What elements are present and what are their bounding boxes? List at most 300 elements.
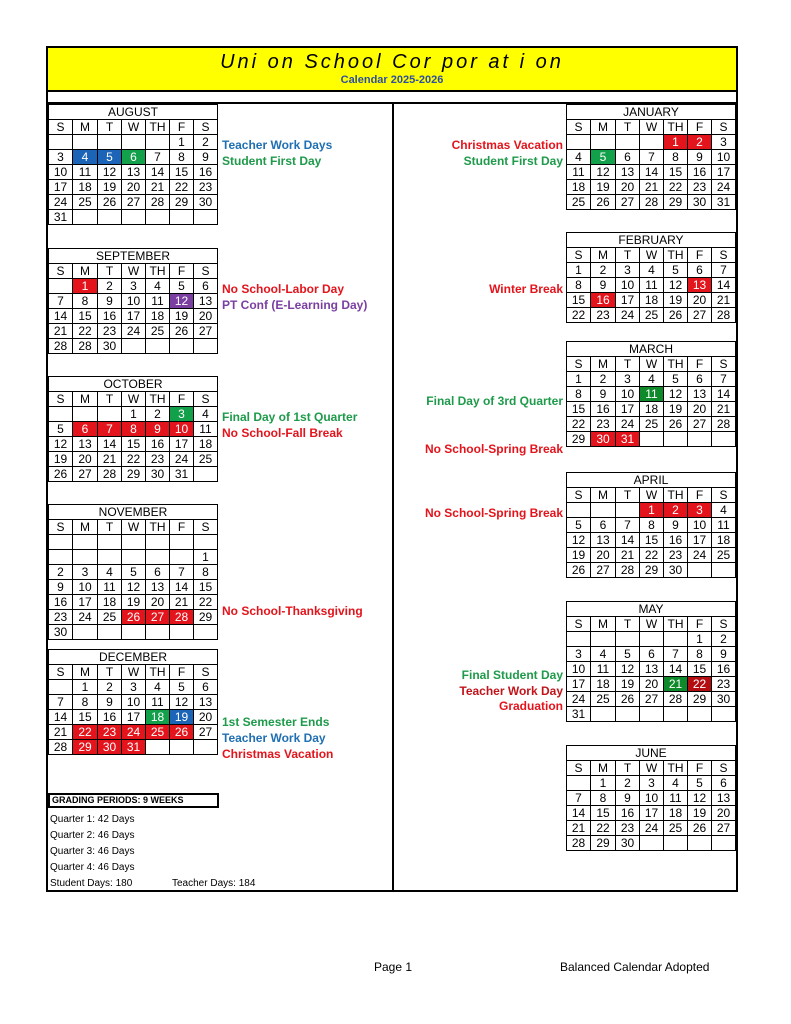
page-number: Page 1 xyxy=(374,960,413,974)
day-cell: 14 xyxy=(567,806,591,821)
weekday-header: M xyxy=(591,617,616,632)
day-cell: 28 xyxy=(712,417,736,432)
day-cell: 5 xyxy=(616,647,640,662)
empty-cell xyxy=(146,550,170,565)
day-cell: 23 xyxy=(664,548,688,563)
day-cell: 4 xyxy=(640,372,664,387)
day-cell: 23 xyxy=(591,417,616,432)
day-cell: 6 xyxy=(640,647,664,662)
week-row xyxy=(49,437,218,452)
event-note: Final Student Day xyxy=(461,668,563,682)
day-cell: 24 xyxy=(122,324,146,339)
day-cell: 13 xyxy=(146,580,170,595)
day-cell: 19 xyxy=(170,710,194,725)
week-row xyxy=(567,417,736,432)
empty-cell xyxy=(170,339,194,354)
teacher-days: Teacher Days: 184 xyxy=(172,878,256,889)
day-cell: 26 xyxy=(567,563,591,578)
weekday-header: M xyxy=(591,120,616,135)
day-cell: 8 xyxy=(567,278,591,293)
empty-cell xyxy=(98,210,122,225)
day-cell: 12 xyxy=(591,165,616,180)
empty-cell xyxy=(591,632,616,647)
day-cell: 5 xyxy=(122,565,146,580)
week-row xyxy=(49,150,218,165)
day-cell: 1 xyxy=(73,680,98,695)
day-cell: 22 xyxy=(194,595,218,610)
week-row xyxy=(49,210,218,225)
event-note: Christmas Vacation xyxy=(222,747,334,761)
empty-cell xyxy=(122,625,146,640)
weekday-header: M xyxy=(73,665,98,680)
weekday-header: TH xyxy=(664,357,688,372)
day-cell: 19 xyxy=(98,180,122,195)
empty-cell xyxy=(194,210,218,225)
day-cell: 8 xyxy=(194,565,218,580)
day-cell: 15 xyxy=(73,710,98,725)
day-cell: 26 xyxy=(170,725,194,740)
day-cell: 10 xyxy=(688,518,712,533)
day-cell: 30 xyxy=(712,692,736,707)
weekday-header: S xyxy=(194,392,218,407)
empty-cell xyxy=(49,550,73,565)
day-cell: 4 xyxy=(146,279,170,294)
day-cell: 30 xyxy=(49,625,73,640)
day-cell: 23 xyxy=(688,180,712,195)
empty-cell xyxy=(640,632,664,647)
day-cell: 20 xyxy=(146,595,170,610)
day-cell: 28 xyxy=(98,467,122,482)
day-cell: 27 xyxy=(194,725,218,740)
empty-cell xyxy=(122,550,146,565)
day-cell: 31 xyxy=(49,210,73,225)
column-divider xyxy=(392,104,394,890)
event-note: No School-Labor Day xyxy=(222,282,345,296)
event-note: Student First Day xyxy=(222,154,322,168)
empty-cell xyxy=(122,339,146,354)
day-cell: 13 xyxy=(122,165,146,180)
day-cell: 10 xyxy=(122,695,146,710)
day-cell: 2 xyxy=(591,372,616,387)
empty-cell xyxy=(146,535,170,550)
weekday-header: M xyxy=(73,120,98,135)
day-cell: 30 xyxy=(591,432,616,447)
weekday-header: TH xyxy=(146,392,170,407)
day-cell: 6 xyxy=(194,680,218,695)
day-cell: 22 xyxy=(664,180,688,195)
empty-cell xyxy=(640,432,664,447)
day-cell: 9 xyxy=(616,791,640,806)
weekday-header: S xyxy=(567,761,591,776)
day-cell: 29 xyxy=(170,195,194,210)
day-cell: 20 xyxy=(122,180,146,195)
day-cell: 5 xyxy=(591,150,616,165)
week-row xyxy=(567,263,736,278)
week-row xyxy=(567,776,736,791)
day-cell: 19 xyxy=(688,806,712,821)
empty-cell xyxy=(170,210,194,225)
day-cell: 13 xyxy=(712,791,736,806)
day-cell: 2 xyxy=(688,135,712,150)
weekday-header: M xyxy=(73,392,98,407)
day-cell: 19 xyxy=(591,180,616,195)
weekday-header: F xyxy=(170,264,194,279)
weekday-header: F xyxy=(688,488,712,503)
week-row xyxy=(567,180,736,195)
day-cell: 28 xyxy=(616,563,640,578)
day-cell: 17 xyxy=(688,533,712,548)
weekday-header: S xyxy=(712,761,736,776)
week-row xyxy=(567,836,736,851)
day-cell: 11 xyxy=(146,294,170,309)
quarter-4: Quarter 4: 46 Days xyxy=(50,862,135,873)
day-cell: 2 xyxy=(98,680,122,695)
day-cell: 8 xyxy=(122,422,146,437)
day-cell: 26 xyxy=(591,195,616,210)
empty-cell xyxy=(712,836,736,851)
empty-cell xyxy=(98,625,122,640)
day-cell: 3 xyxy=(567,647,591,662)
week-row xyxy=(567,707,736,722)
empty-cell xyxy=(98,135,122,150)
day-cell: 9 xyxy=(49,580,73,595)
day-cell: 21 xyxy=(146,180,170,195)
event-note: Christmas Vacation xyxy=(451,138,563,152)
week-row xyxy=(49,625,218,640)
day-cell: 1 xyxy=(170,135,194,150)
month-june xyxy=(566,745,736,851)
day-cell: 12 xyxy=(122,580,146,595)
day-cell: 25 xyxy=(567,195,591,210)
empty-cell xyxy=(616,632,640,647)
day-cell: 14 xyxy=(664,662,688,677)
day-cell: 20 xyxy=(194,309,218,324)
day-cell: 8 xyxy=(73,294,98,309)
day-cell: 18 xyxy=(712,533,736,548)
day-cell: 25 xyxy=(73,195,98,210)
day-cell: 1 xyxy=(688,632,712,647)
week-row xyxy=(567,791,736,806)
day-cell: 31 xyxy=(122,740,146,755)
week-row xyxy=(567,647,736,662)
day-cell: 3 xyxy=(616,263,640,278)
weekday-header: S xyxy=(194,520,218,535)
day-cell: 6 xyxy=(688,263,712,278)
month-march xyxy=(566,341,736,447)
weekday-header: T xyxy=(616,488,640,503)
day-cell: 10 xyxy=(616,278,640,293)
week-row xyxy=(567,195,736,210)
weekday-header: W xyxy=(640,357,664,372)
day-cell: 23 xyxy=(616,821,640,836)
empty-cell xyxy=(640,707,664,722)
day-cell: 14 xyxy=(49,710,73,725)
day-cell: 27 xyxy=(688,417,712,432)
day-cell: 5 xyxy=(688,776,712,791)
day-cell: 16 xyxy=(712,662,736,677)
week-row xyxy=(567,165,736,180)
day-cell: 16 xyxy=(98,309,122,324)
day-cell: 8 xyxy=(170,150,194,165)
day-cell: 28 xyxy=(567,836,591,851)
weekday-header: S xyxy=(712,488,736,503)
weekday-header: W xyxy=(640,120,664,135)
day-cell: 13 xyxy=(194,695,218,710)
weekday-header: T xyxy=(98,392,122,407)
weekday-header: S xyxy=(712,357,736,372)
empty-cell xyxy=(664,836,688,851)
day-cell: 17 xyxy=(640,806,664,821)
weekday-header: TH xyxy=(664,488,688,503)
day-cell: 25 xyxy=(640,417,664,432)
day-cell: 27 xyxy=(194,324,218,339)
week-row xyxy=(567,677,736,692)
week-row xyxy=(567,821,736,836)
empty-cell xyxy=(49,535,73,550)
month-title: APRIL xyxy=(567,473,736,488)
day-cell: 20 xyxy=(73,452,98,467)
empty-cell xyxy=(146,339,170,354)
day-cell: 30 xyxy=(616,836,640,851)
day-cell: 3 xyxy=(170,407,194,422)
day-cell: 6 xyxy=(73,422,98,437)
empty-cell xyxy=(146,210,170,225)
empty-cell xyxy=(567,632,591,647)
week-row xyxy=(49,452,218,467)
day-cell: 7 xyxy=(616,518,640,533)
empty-cell xyxy=(170,740,194,755)
day-cell: 13 xyxy=(640,662,664,677)
day-cell: 9 xyxy=(194,150,218,165)
day-cell: 19 xyxy=(49,452,73,467)
week-row xyxy=(567,402,736,417)
week-row xyxy=(49,135,218,150)
day-cell: 8 xyxy=(73,695,98,710)
day-cell: 12 xyxy=(664,387,688,402)
day-cell: 7 xyxy=(640,150,664,165)
weekday-header: S xyxy=(49,520,73,535)
day-cell: 23 xyxy=(49,610,73,625)
day-cell: 3 xyxy=(122,680,146,695)
week-row xyxy=(49,294,218,309)
day-cell: 24 xyxy=(640,821,664,836)
day-cell: 12 xyxy=(616,662,640,677)
day-cell: 25 xyxy=(146,324,170,339)
day-cell: 9 xyxy=(664,518,688,533)
day-cell: 8 xyxy=(591,791,616,806)
empty-cell xyxy=(688,836,712,851)
day-cell: 4 xyxy=(591,647,616,662)
weekday-header: TH xyxy=(664,248,688,263)
day-cell: 14 xyxy=(616,533,640,548)
empty-cell xyxy=(688,432,712,447)
empty-cell xyxy=(73,210,98,225)
grading-periods-title: GRADING PERIODS: 9 WEEKS xyxy=(48,793,219,808)
month-september xyxy=(48,248,218,354)
week-row xyxy=(567,432,736,447)
day-cell: 16 xyxy=(98,710,122,725)
day-cell: 26 xyxy=(616,692,640,707)
week-row xyxy=(49,339,218,354)
day-cell: 10 xyxy=(567,662,591,677)
day-cell: 7 xyxy=(664,647,688,662)
week-row xyxy=(49,279,218,294)
day-cell: 20 xyxy=(712,806,736,821)
day-cell: 25 xyxy=(146,725,170,740)
day-cell: 24 xyxy=(170,452,194,467)
day-cell: 7 xyxy=(712,263,736,278)
day-cell: 19 xyxy=(567,548,591,563)
day-cell: 18 xyxy=(98,595,122,610)
weekday-header: F xyxy=(688,120,712,135)
day-cell: 23 xyxy=(98,324,122,339)
week-row xyxy=(49,610,218,625)
weekday-header: S xyxy=(49,665,73,680)
weekday-header: M xyxy=(73,264,98,279)
day-cell: 25 xyxy=(591,692,616,707)
day-cell: 4 xyxy=(712,503,736,518)
day-cell: 11 xyxy=(567,165,591,180)
empty-cell xyxy=(688,563,712,578)
day-cell: 24 xyxy=(567,692,591,707)
weekday-header: T xyxy=(616,761,640,776)
day-cell: 22 xyxy=(567,417,591,432)
day-cell: 26 xyxy=(664,308,688,323)
event-note: Graduation xyxy=(498,699,563,713)
day-cell: 2 xyxy=(194,135,218,150)
day-cell: 25 xyxy=(98,610,122,625)
title-banner xyxy=(48,48,736,92)
day-cell: 29 xyxy=(640,563,664,578)
day-cell: 18 xyxy=(591,677,616,692)
day-cell: 4 xyxy=(194,407,218,422)
weekday-header: S xyxy=(194,665,218,680)
day-cell: 7 xyxy=(170,565,194,580)
weekday-header: F xyxy=(170,392,194,407)
day-cell: 20 xyxy=(616,180,640,195)
day-cell: 26 xyxy=(98,195,122,210)
day-cell: 6 xyxy=(146,565,170,580)
day-cell: 7 xyxy=(567,791,591,806)
empty-cell xyxy=(194,467,218,482)
week-row xyxy=(49,535,218,550)
day-cell: 3 xyxy=(73,565,98,580)
day-cell: 21 xyxy=(616,548,640,563)
event-note: Teacher Work Days xyxy=(222,138,333,152)
empty-cell xyxy=(664,432,688,447)
day-cell: 21 xyxy=(712,402,736,417)
day-cell: 1 xyxy=(122,407,146,422)
day-cell: 6 xyxy=(688,372,712,387)
day-cell: 3 xyxy=(712,135,736,150)
day-cell: 27 xyxy=(640,692,664,707)
empty-cell xyxy=(170,535,194,550)
empty-cell xyxy=(98,407,122,422)
day-cell: 12 xyxy=(49,437,73,452)
weekday-header: S xyxy=(567,357,591,372)
day-cell: 24 xyxy=(122,725,146,740)
day-cell: 8 xyxy=(688,647,712,662)
empty-cell xyxy=(98,550,122,565)
day-cell: 10 xyxy=(122,294,146,309)
empty-cell xyxy=(122,135,146,150)
day-cell: 27 xyxy=(591,563,616,578)
day-cell: 17 xyxy=(567,677,591,692)
weekday-header: F xyxy=(170,120,194,135)
day-cell: 26 xyxy=(122,610,146,625)
day-cell: 17 xyxy=(122,309,146,324)
empty-cell xyxy=(664,632,688,647)
weekday-header: S xyxy=(49,392,73,407)
day-cell: 29 xyxy=(688,692,712,707)
weekday-header: S xyxy=(712,617,736,632)
day-cell: 23 xyxy=(146,452,170,467)
day-cell: 10 xyxy=(170,422,194,437)
day-cell: 6 xyxy=(712,776,736,791)
day-cell: 12 xyxy=(170,294,194,309)
month-november xyxy=(48,504,218,640)
week-row xyxy=(49,710,218,725)
day-cell: 9 xyxy=(591,387,616,402)
weekday-header: W xyxy=(122,392,146,407)
day-cell: 18 xyxy=(640,293,664,308)
day-cell: 11 xyxy=(98,580,122,595)
day-cell: 16 xyxy=(591,402,616,417)
day-cell: 9 xyxy=(712,647,736,662)
month-january xyxy=(566,104,736,210)
weekday-header: F xyxy=(688,248,712,263)
day-cell: 9 xyxy=(98,294,122,309)
week-row xyxy=(49,407,218,422)
weekday-header: TH xyxy=(146,120,170,135)
week-row xyxy=(49,725,218,740)
day-cell: 2 xyxy=(664,503,688,518)
event-note: PT Conf (E-Learning Day) xyxy=(222,298,368,312)
empty-cell xyxy=(712,563,736,578)
day-cell: 12 xyxy=(664,278,688,293)
day-cell: 15 xyxy=(170,165,194,180)
empty-cell xyxy=(640,836,664,851)
empty-cell xyxy=(194,740,218,755)
empty-cell xyxy=(49,135,73,150)
weekday-header: S xyxy=(567,617,591,632)
day-cell: 16 xyxy=(146,437,170,452)
day-cell: 14 xyxy=(640,165,664,180)
weekday-header: M xyxy=(591,488,616,503)
day-cell: 29 xyxy=(567,432,591,447)
day-cell: 19 xyxy=(122,595,146,610)
day-cell: 8 xyxy=(664,150,688,165)
weekday-header: S xyxy=(49,120,73,135)
week-row xyxy=(567,387,736,402)
day-cell: 5 xyxy=(664,263,688,278)
weekday-header: T xyxy=(98,120,122,135)
day-cell: 21 xyxy=(49,725,73,740)
day-cell: 27 xyxy=(616,195,640,210)
week-row xyxy=(567,278,736,293)
week-row xyxy=(49,740,218,755)
day-cell: 31 xyxy=(616,432,640,447)
month-december xyxy=(48,649,218,755)
empty-cell xyxy=(591,135,616,150)
weekday-header: T xyxy=(98,264,122,279)
day-cell: 18 xyxy=(73,180,98,195)
day-cell: 28 xyxy=(170,610,194,625)
event-note: Teacher Work Day xyxy=(222,731,326,745)
day-cell: 24 xyxy=(73,610,98,625)
empty-cell xyxy=(170,550,194,565)
day-cell: 30 xyxy=(146,467,170,482)
